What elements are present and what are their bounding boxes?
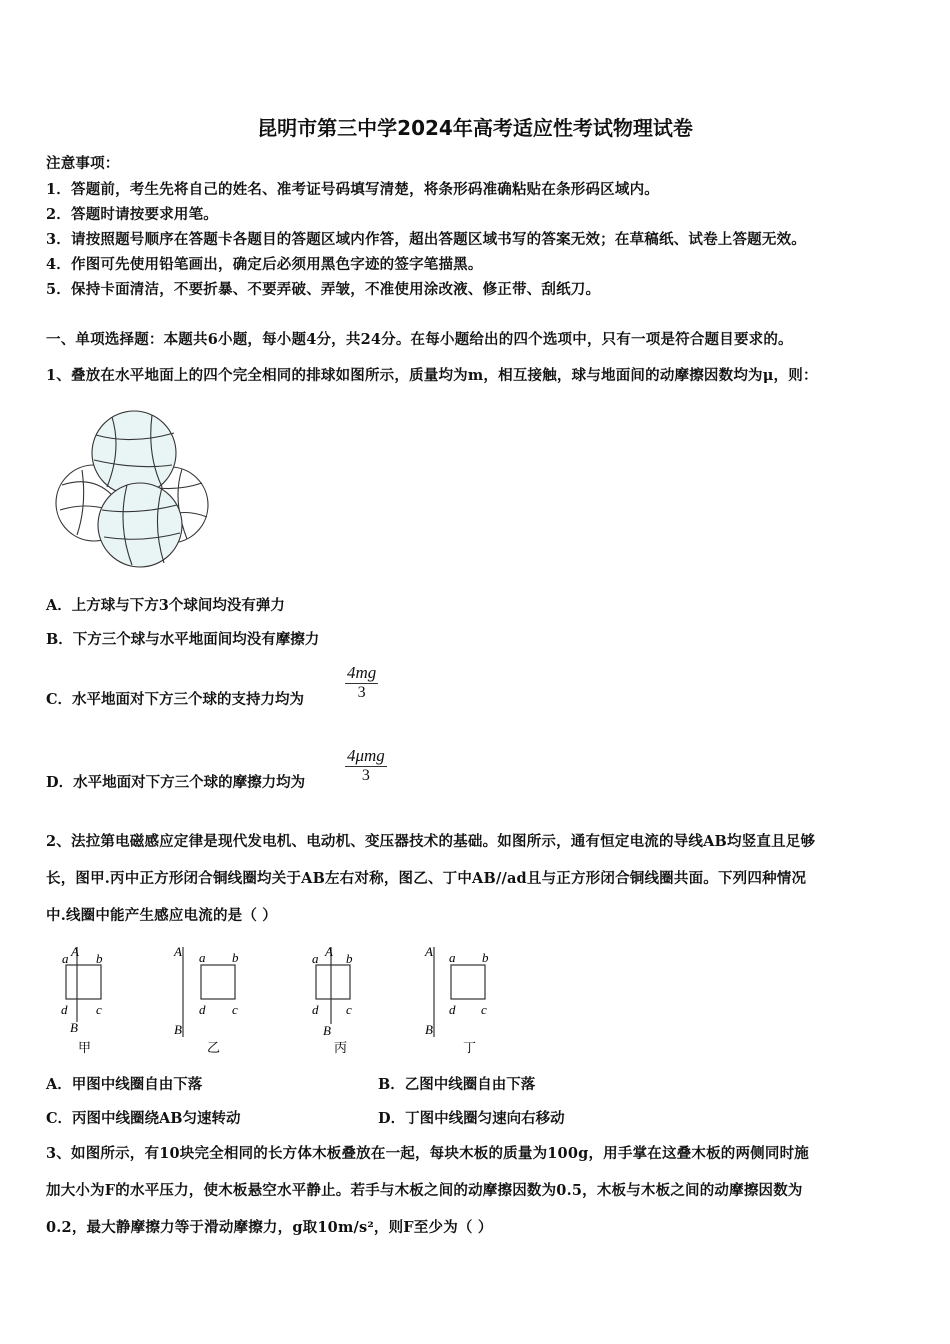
label-c: c xyxy=(481,1002,487,1017)
q1-option-c[interactable]: C．水平地面对下方三个球的支持力均为 xyxy=(46,691,305,708)
q2-stem-line-1: 2、法拉第电磁感应定律是现代发电机、电动机、变压器技术的基础。如图所示，通有恒定电流的导线AB均竖直且足够 xyxy=(46,833,816,850)
q2-option-b[interactable]: B．乙图中线圈自由下落 xyxy=(378,1076,536,1093)
q1-option-b[interactable]: B．下方三个球与水平地面间均没有摩擦力 xyxy=(46,631,320,648)
q2-option-d[interactable]: D．丁图中线圈匀速向右移动 xyxy=(378,1110,565,1127)
label-d: d xyxy=(449,1002,456,1017)
label-B: B xyxy=(323,1023,331,1038)
label-A: A xyxy=(325,944,333,959)
fraction-numerator: 4μmg xyxy=(347,746,385,765)
q3-stem-line-3: 0.2，最大静摩擦力等于滑动摩擦力，g取10m/s²，则F至少为（ ） xyxy=(46,1219,493,1236)
notice-item-3: 3．请按照题号顺序在答题卡各题目的答题区域内作答，超出答题区域书写的答案无效；在草稿纸、试卷上答题无效。 xyxy=(46,231,806,248)
fraction-denominator: 3 xyxy=(357,684,366,701)
page-title: 昆明市第三中学2024年高考适应性考试物理试卷 xyxy=(257,116,693,140)
figure-yi xyxy=(170,942,250,1057)
label-d: d xyxy=(312,1002,319,1017)
q1-option-c-fraction xyxy=(345,663,378,702)
notice-item-4: 4．作图可先使用铅笔画出，确定后必须用黑色字迹的签字笔描黑。 xyxy=(46,256,483,273)
volleyball-front xyxy=(98,483,182,567)
q1-option-a[interactable]: A．上方球与下方3个球间均没有弹力 xyxy=(46,597,285,614)
label-c: c xyxy=(232,1002,238,1017)
label-B: B xyxy=(174,1022,182,1037)
label-B: B xyxy=(425,1022,433,1037)
q1-stem: 1、叠放在水平地面上的四个完全相同的排球如图所示，质量均为m，相互接触，球与地面间的动摩擦因数均为μ，则： xyxy=(46,367,818,384)
caption-yi: 乙 xyxy=(207,1040,221,1055)
label-B: B xyxy=(70,1020,78,1035)
caption-jia: 甲 xyxy=(78,1040,92,1055)
volleyball-top xyxy=(92,411,176,495)
caption-ding: 丁 xyxy=(463,1040,477,1055)
section-heading: 一、单项选择题：本题共6小题，每小题4分，共24分。在每小题给出的四个选项中，只有一项是符合题目要求的。 xyxy=(46,331,793,348)
q2-stem-line-2: 长，图甲.丙中正方形闭合铜线圈均关于AB左右对称，图乙、丁中AB//ad且与正方形闭合铜线圈共面。下列四种情况 xyxy=(46,870,807,887)
label-b: b xyxy=(96,951,103,966)
label-a: a xyxy=(312,951,319,966)
label-a: a xyxy=(199,950,206,965)
label-d: d xyxy=(199,1002,206,1017)
label-A: A xyxy=(174,944,182,959)
label-c: c xyxy=(346,1002,352,1017)
q3-stem-line-2: 加大小为F的水平压力，使木板悬空水平静止。若手与木板之间的动摩擦因数为0.5，木板与木板之间的动摩擦因数为 xyxy=(46,1182,803,1199)
notice-item-2: 2．答题时请按要求用笔。 xyxy=(46,206,218,223)
label-b: b xyxy=(346,951,353,966)
figure-jia xyxy=(58,942,118,1057)
notice-item-1: 1．答题前，考生先将自己的姓名、准考证号码填写清楚，将条形码准确粘贴在条形码区域内。 xyxy=(46,181,659,198)
notice-item-5: 5．保持卡面清洁，不要折暴、不要弄破、弄皱，不准使用涂改液、修正带、刮纸刀。 xyxy=(46,281,601,298)
figure-bing xyxy=(306,942,366,1057)
fraction-denominator: 3 xyxy=(361,767,370,784)
q3-stem-line-1: 3、如图所示，有10块完全相同的长方体木板叠放在一起，每块木板的质量为100g，用手掌在这叠木板的两侧同时施 xyxy=(46,1145,809,1162)
label-A: A xyxy=(425,944,433,959)
label-c: c xyxy=(96,1002,102,1017)
q2-stem-line-3: 中.线圈中能产生感应电流的是（ ） xyxy=(46,907,277,924)
label-a: a xyxy=(449,950,456,965)
label-A: A xyxy=(71,944,79,959)
q1-option-d-fraction xyxy=(345,746,387,785)
stacked-volleyballs-figure xyxy=(52,405,217,575)
label-d: d xyxy=(61,1002,68,1017)
q2-option-a[interactable]: A．甲图中线圈自由下落 xyxy=(46,1076,203,1093)
label-b: b xyxy=(482,950,489,965)
caption-bing: 丙 xyxy=(334,1040,348,1055)
q1-option-d[interactable]: D．水平地面对下方三个球的摩擦力均为 xyxy=(46,774,306,791)
fraction-numerator: 4mg xyxy=(347,663,377,682)
notice-heading: 注意事项： xyxy=(46,155,120,172)
label-b: b xyxy=(232,950,239,965)
figure-ding xyxy=(422,942,502,1057)
label-a: a xyxy=(62,951,69,966)
q2-option-c[interactable]: C．丙图中线圈绕AB匀速转动 xyxy=(46,1110,241,1127)
